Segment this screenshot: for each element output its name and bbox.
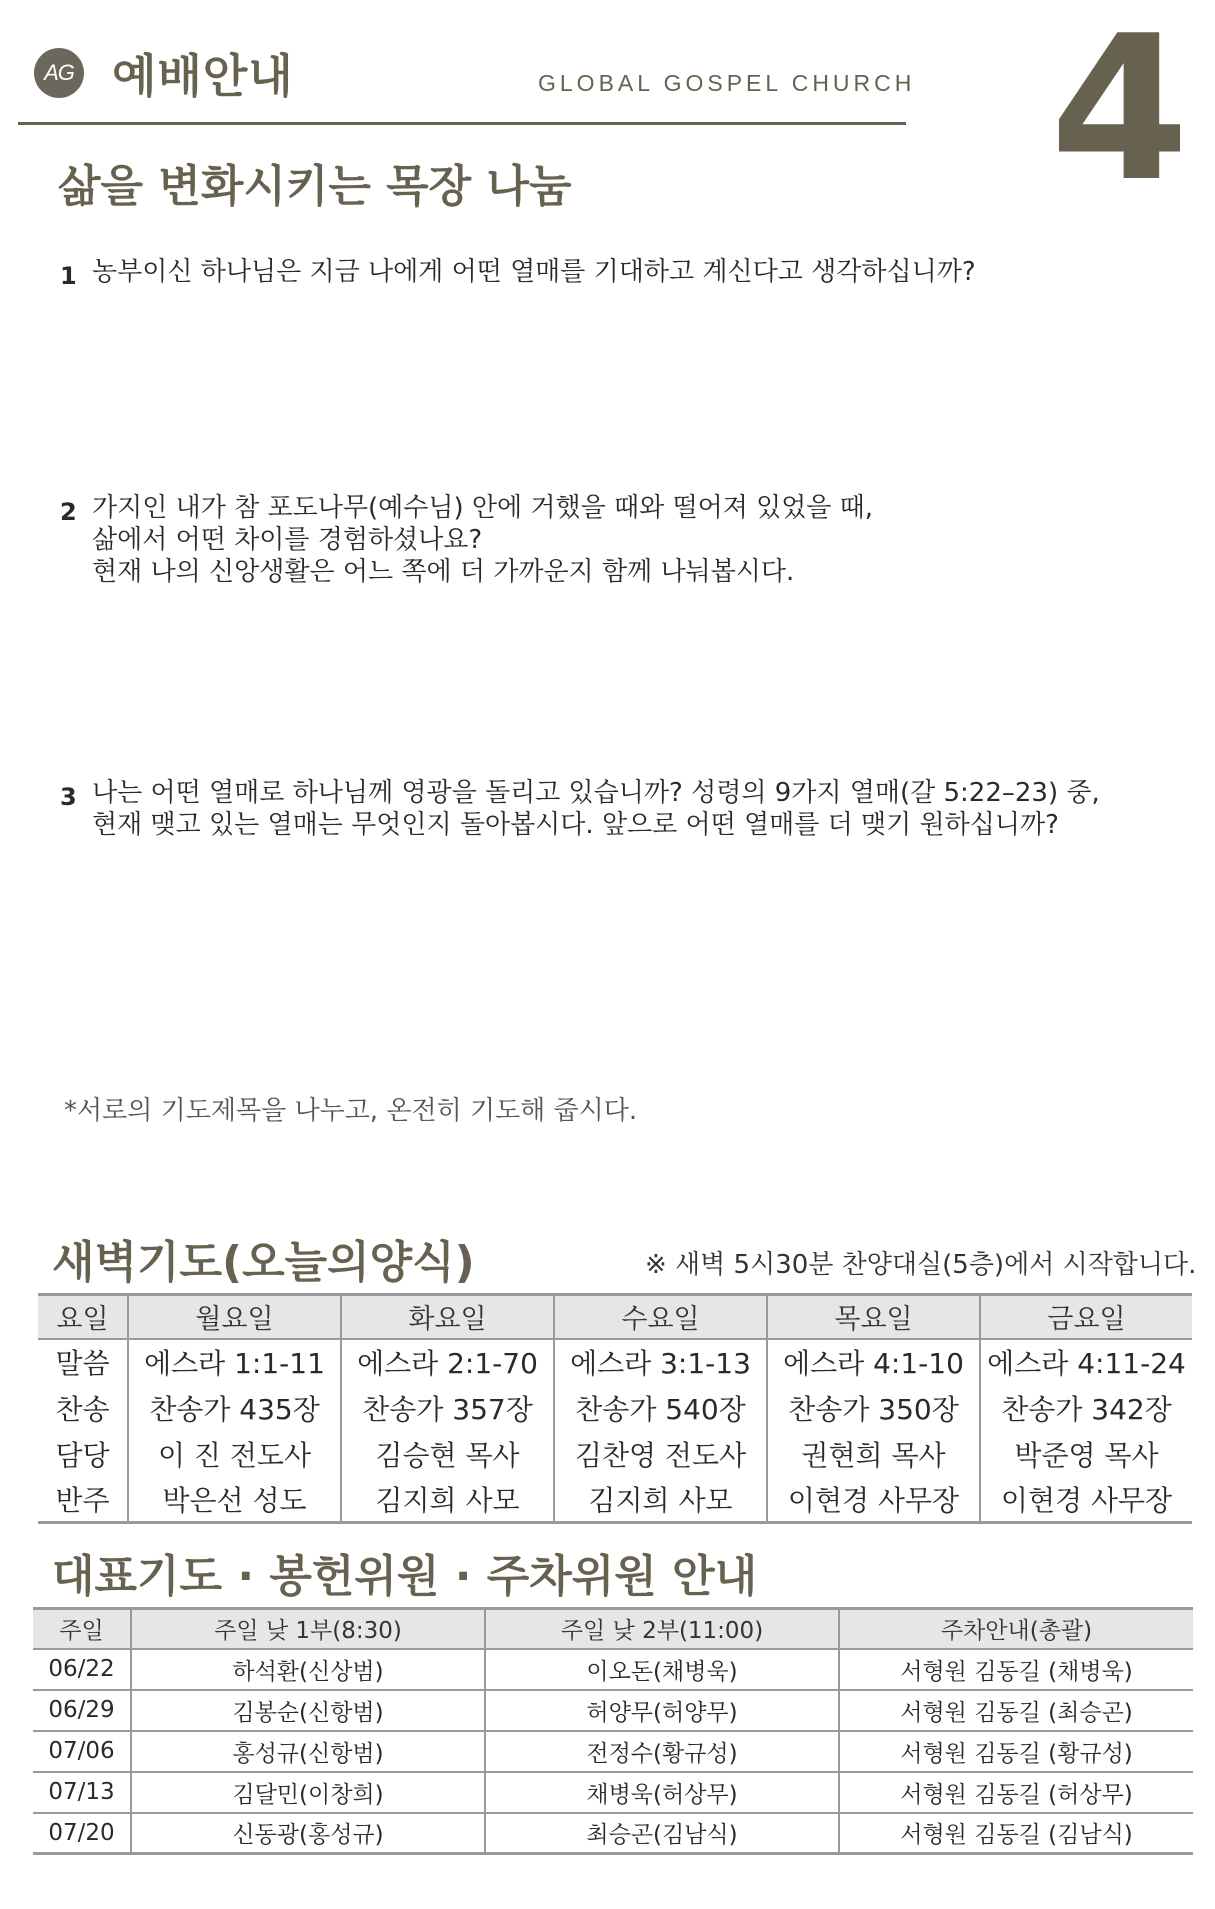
table-cell: 에스라 4:1-10 xyxy=(767,1339,980,1385)
logo-text: AG xyxy=(44,60,74,85)
table-header-row xyxy=(38,1295,1192,1339)
table-cell: 에스라 2:1-70 xyxy=(341,1339,554,1385)
column-header: 주일 낮 1부(8:30) xyxy=(131,1609,485,1649)
table-row xyxy=(38,1477,1192,1523)
table-cell: 이오돈(채병욱) xyxy=(485,1649,839,1690)
dawn-prayer-note: ※ 새벽 5시30분 찬양대실(5층)에서 시작합니다. xyxy=(645,1250,1197,1280)
column-header: 화요일 xyxy=(341,1295,554,1339)
table-cell: 김지희 사모 xyxy=(341,1477,554,1523)
table-cell: 에스라 3:1-13 xyxy=(554,1339,767,1385)
table-row xyxy=(38,1385,1192,1431)
table-cell: 찬송가 350장 xyxy=(767,1385,980,1431)
table-cell: 서형원 김동길 (황규성) xyxy=(900,1740,1133,1767)
church-name: GLOBAL GOSPEL CHURCH xyxy=(538,70,916,96)
table-cell: 김봉순(신항범) xyxy=(131,1690,485,1731)
dawn-prayer-title: 새벽기도(오늘의양식) xyxy=(52,1237,475,1288)
date-cell: 07/20 xyxy=(33,1813,131,1854)
table-row xyxy=(33,1772,1193,1813)
question-line: 현재 맺고 있는 열매는 무엇인지 돌아봅시다. 앞으로 어떤 열매를 더 맺기 원하십니까? xyxy=(92,810,1059,840)
table-cell: 신동광(홍성규) xyxy=(131,1813,485,1854)
table-row xyxy=(33,1690,1193,1731)
question-line: 현재 나의 신앙생활은 어느 쪽에 더 가까운지 함께 나눠봅시다. xyxy=(92,557,795,587)
column-header: 월요일 xyxy=(128,1295,341,1339)
row-label: 담당 xyxy=(38,1431,128,1477)
date-cell: 07/06 xyxy=(33,1731,131,1772)
table-cell: 이 진 전도사 xyxy=(128,1431,341,1477)
table-cell: 서형원 김동길 (채병욱) xyxy=(900,1658,1133,1685)
page-number: 4 xyxy=(1050,0,1190,226)
date-cell: 06/22 xyxy=(33,1649,131,1690)
table-cell: 홍성규(신항범) xyxy=(131,1731,485,1772)
table-cell: 서형원 김동길 (허상무) xyxy=(900,1781,1133,1808)
table-cell: 김승현 목사 xyxy=(341,1431,554,1477)
table-cell: 이현경 사무장 xyxy=(1000,1483,1173,1517)
row-label: 말씀 xyxy=(38,1339,128,1385)
column-header: 요일 xyxy=(38,1295,128,1339)
question-text xyxy=(92,777,1100,841)
question-line: 가지인 내가 참 포도나무(예수님) 안에 거했을 때와 떨어져 있었을 때, xyxy=(92,493,874,523)
table-cell: 찬송가 540장 xyxy=(554,1385,767,1431)
table-cell: 찬송가 357장 xyxy=(341,1385,554,1431)
column-header: 금요일 xyxy=(1047,1304,1126,1336)
table-cell: 김찬영 전도사 xyxy=(554,1431,767,1477)
table-cell: 서형원 김동길 (김남식) xyxy=(900,1822,1133,1849)
row-label: 찬송 xyxy=(38,1385,128,1431)
table-row xyxy=(38,1431,1192,1477)
table-cell: 찬송가 342장 xyxy=(1001,1392,1172,1426)
dawn-prayer-table xyxy=(38,1293,1192,1524)
question-number: 2 xyxy=(60,498,77,526)
column-header: 주차안내(총괄) xyxy=(940,1618,1093,1645)
table-cell: 서형원 김동길 (최승곤) xyxy=(900,1699,1133,1726)
column-header: 목요일 xyxy=(767,1295,980,1339)
question-line: 농부이신 하나님은 지금 나에게 어떤 열매를 기대하고 계신다고 생각하십니까? xyxy=(92,257,976,287)
table-cell: 최승곤(김남식) xyxy=(485,1813,839,1854)
section-title: 예배안내 xyxy=(112,49,294,103)
table-row xyxy=(33,1813,1193,1854)
column-header: 주일 xyxy=(33,1609,131,1649)
table-cell: 박준영 목사 xyxy=(1014,1438,1159,1472)
question-number: 3 xyxy=(60,783,77,811)
committee-table xyxy=(33,1607,1193,1855)
table-cell: 에스라 4:11-24 xyxy=(987,1347,1186,1380)
date-cell: 07/13 xyxy=(33,1772,131,1813)
church-logo xyxy=(34,48,84,98)
question-line: 삶에서 어떤 차이를 경험하셨나요? xyxy=(92,525,483,555)
table-cell: 찬송가 435장 xyxy=(128,1385,341,1431)
table-cell: 권현희 목사 xyxy=(767,1431,980,1477)
column-header: 수요일 xyxy=(554,1295,767,1339)
table-cell: 김지희 사모 xyxy=(554,1477,767,1523)
table-row xyxy=(33,1649,1193,1690)
table-cell: 하석환(신상범) xyxy=(131,1649,485,1690)
table-cell: 이현경 사무장 xyxy=(767,1477,980,1523)
committee-title: 대표기도 · 봉헌위원 · 주차위원 안내 xyxy=(52,1551,758,1602)
question-text xyxy=(92,492,873,588)
question-line: 나는 어떤 열매로 하나님께 영광을 돌리고 있습니까? 성령의 9가지 열매(갈 5:22–23) 중, xyxy=(92,778,1100,808)
table-header-row xyxy=(33,1609,1193,1649)
table-cell: 박은선 성도 xyxy=(128,1477,341,1523)
prayer-note: *서로의 기도제목을 나누고, 온전히 기도해 줍시다. xyxy=(64,1096,638,1126)
question-number: 1 xyxy=(60,262,77,290)
table-cell: 전정수(황규성) xyxy=(485,1731,839,1772)
table-row xyxy=(33,1731,1193,1772)
table-cell: 채병욱(허상무) xyxy=(485,1772,839,1813)
row-label: 반주 xyxy=(38,1477,128,1523)
table-row xyxy=(38,1339,1192,1385)
table-cell: 김달민(이창희) xyxy=(131,1772,485,1813)
date-cell: 06/29 xyxy=(33,1690,131,1731)
header-divider xyxy=(18,122,906,125)
question-text xyxy=(92,256,976,288)
table-cell: 허양무(허양무) xyxy=(485,1690,839,1731)
column-header: 주일 낮 2부(11:00) xyxy=(485,1609,839,1649)
page-title: 삶을 변화시키는 목장 나눔 xyxy=(58,161,572,212)
table-cell: 에스라 1:1-11 xyxy=(128,1339,341,1385)
